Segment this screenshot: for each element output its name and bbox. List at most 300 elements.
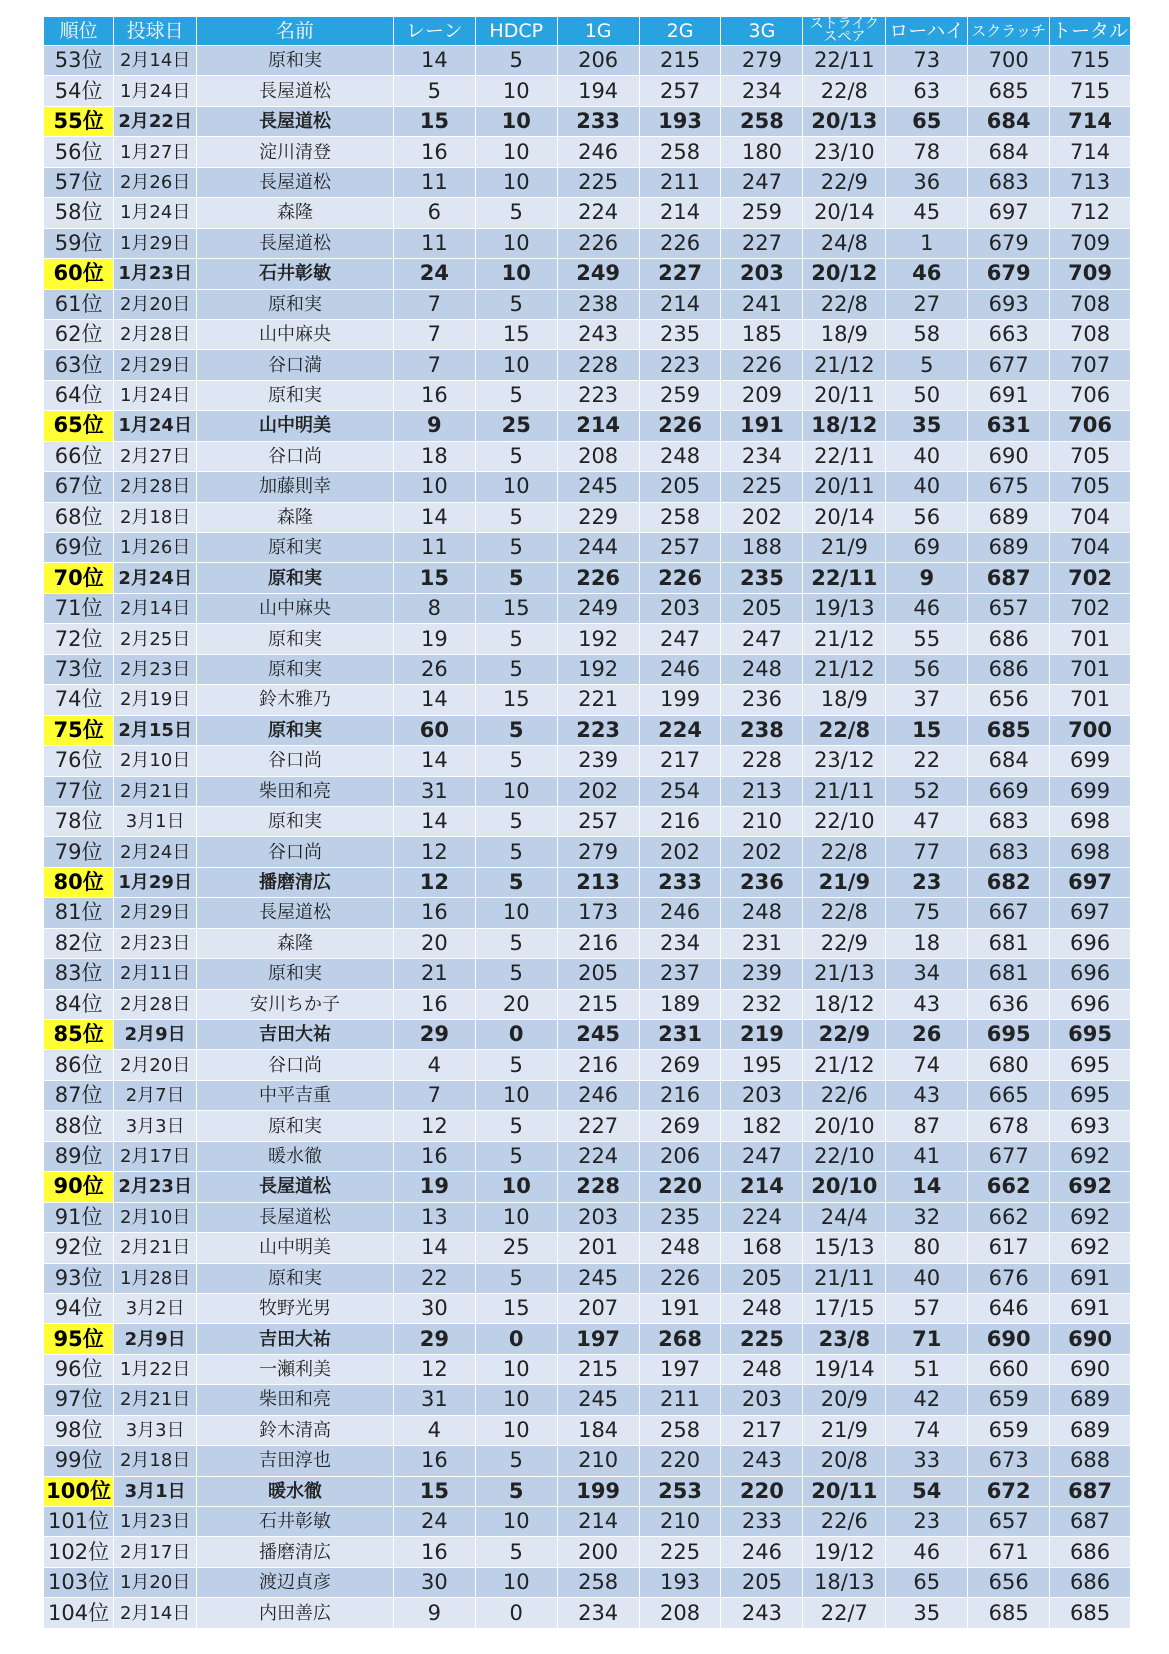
date-cell: 2月24日 — [114, 563, 197, 593]
rank-cell: 86位 — [44, 1050, 114, 1080]
scratch-cell: 693 — [968, 289, 1050, 319]
header-rank: 順位 — [44, 17, 114, 46]
game1-cell: 249 — [557, 259, 639, 289]
table-row — [44, 502, 1131, 532]
date-cell: 2月14日 — [114, 46, 197, 76]
rank-cell: 101位 — [44, 1507, 114, 1537]
lane-cell: 29 — [393, 1020, 475, 1050]
lane-cell: 26 — [393, 654, 475, 684]
game3-cell: 227 — [721, 228, 803, 258]
total-cell: 696 — [1050, 959, 1131, 989]
header-low-high: ローハイ — [886, 17, 968, 46]
low-high-cell: 15 — [886, 715, 968, 745]
date-cell: 3月1日 — [114, 806, 197, 836]
low-high-cell: 41 — [886, 1141, 968, 1171]
rank-cell: 75位 — [44, 715, 114, 745]
strike-spare-cell: 23/12 — [803, 746, 886, 776]
strike-spare-cell: 21/12 — [803, 1050, 886, 1080]
rank-cell: 95位 — [44, 1324, 114, 1354]
game2-cell: 197 — [639, 1354, 721, 1384]
strike-spare-cell: 20/9 — [803, 1385, 886, 1415]
lane-cell: 5 — [393, 76, 475, 106]
header-lane: レーン — [393, 17, 475, 46]
rank-cell: 103位 — [44, 1567, 114, 1597]
low-high-cell: 33 — [886, 1446, 968, 1476]
lane-cell: 7 — [393, 350, 475, 380]
low-high-cell: 65 — [886, 106, 968, 136]
game1-cell: 245 — [557, 1020, 639, 1050]
header-2g: 2G — [639, 17, 721, 46]
game1-cell: 201 — [557, 1233, 639, 1263]
game1-cell: 214 — [557, 1507, 639, 1537]
total-cell: 690 — [1050, 1354, 1131, 1384]
header-hdcp: HDCP — [475, 17, 557, 46]
game3-cell: 191 — [721, 411, 803, 441]
low-high-cell: 71 — [886, 1324, 968, 1354]
hdcp-cell: 15 — [475, 685, 557, 715]
game1-cell: 228 — [557, 1172, 639, 1202]
game2-cell: 193 — [639, 106, 721, 136]
strike-spare-cell: 20/10 — [803, 1111, 886, 1141]
rank-cell: 66位 — [44, 441, 114, 471]
game2-cell: 211 — [639, 167, 721, 197]
rank-cell: 80位 — [44, 867, 114, 897]
game1-cell: 233 — [557, 106, 639, 136]
low-high-cell: 80 — [886, 1233, 968, 1263]
low-high-cell: 26 — [886, 1020, 968, 1050]
table-row — [44, 137, 1131, 167]
game1-cell: 223 — [557, 380, 639, 410]
rank-cell: 90位 — [44, 1172, 114, 1202]
date-cell: 2月10日 — [114, 746, 197, 776]
date-cell: 2月21日 — [114, 776, 197, 806]
table-row — [44, 1233, 1131, 1263]
rank-cell: 56位 — [44, 137, 114, 167]
hdcp-cell: 10 — [475, 776, 557, 806]
strike-spare-cell: 22/7 — [803, 1598, 886, 1628]
strike-spare-cell: 22/9 — [803, 167, 886, 197]
total-cell: 695 — [1050, 1050, 1131, 1080]
total-cell: 707 — [1050, 350, 1131, 380]
low-high-cell: 23 — [886, 1507, 968, 1537]
low-high-cell: 35 — [886, 1598, 968, 1628]
game3-cell: 231 — [721, 928, 803, 958]
strike-spare-cell: 22/8 — [803, 76, 886, 106]
low-high-cell: 42 — [886, 1385, 968, 1415]
low-high-cell: 54 — [886, 1476, 968, 1506]
lane-cell: 24 — [393, 1507, 475, 1537]
scratch-cell: 677 — [968, 350, 1050, 380]
table-row — [44, 198, 1131, 228]
low-high-cell: 43 — [886, 989, 968, 1019]
name-cell: 長屋道松 — [197, 76, 394, 106]
low-high-cell: 78 — [886, 137, 968, 167]
table-row — [44, 350, 1131, 380]
hdcp-cell: 0 — [475, 1020, 557, 1050]
game1-cell: 192 — [557, 624, 639, 654]
game2-cell: 248 — [639, 441, 721, 471]
table-row — [44, 1141, 1131, 1171]
rank-cell: 89位 — [44, 1141, 114, 1171]
date-cell: 2月22日 — [114, 106, 197, 136]
game3-cell: 259 — [721, 198, 803, 228]
lane-cell: 19 — [393, 624, 475, 654]
game3-cell: 168 — [721, 1233, 803, 1263]
hdcp-cell: 0 — [475, 1324, 557, 1354]
hdcp-cell: 5 — [475, 198, 557, 228]
total-cell: 709 — [1050, 228, 1131, 258]
table-row — [44, 1354, 1131, 1384]
lane-cell: 4 — [393, 1050, 475, 1080]
date-cell: 2月9日 — [114, 1324, 197, 1354]
total-cell: 692 — [1050, 1172, 1131, 1202]
total-cell: 696 — [1050, 928, 1131, 958]
strike-spare-cell: 20/12 — [803, 259, 886, 289]
game2-cell: 205 — [639, 472, 721, 502]
low-high-cell: 46 — [886, 593, 968, 623]
hdcp-cell: 5 — [475, 867, 557, 897]
date-cell: 2月17日 — [114, 1141, 197, 1171]
game2-cell: 199 — [639, 685, 721, 715]
header-name: 名前 — [197, 17, 394, 46]
hdcp-cell: 5 — [475, 441, 557, 471]
lane-cell: 14 — [393, 502, 475, 532]
scratch-cell: 683 — [968, 167, 1050, 197]
date-cell: 1月24日 — [114, 380, 197, 410]
game1-cell: 223 — [557, 715, 639, 745]
total-cell: 697 — [1050, 867, 1131, 897]
game2-cell: 214 — [639, 198, 721, 228]
strike-spare-cell: 22/6 — [803, 1080, 886, 1110]
lane-cell: 14 — [393, 746, 475, 776]
name-cell: 原和実 — [197, 1263, 394, 1293]
table-row — [44, 1598, 1131, 1628]
game3-cell: 279 — [721, 46, 803, 76]
low-high-cell: 74 — [886, 1050, 968, 1080]
game1-cell: 226 — [557, 228, 639, 258]
date-cell: 1月23日 — [114, 259, 197, 289]
game2-cell: 246 — [639, 898, 721, 928]
low-high-cell: 34 — [886, 959, 968, 989]
strike-spare-cell: 20/13 — [803, 106, 886, 136]
game1-cell: 229 — [557, 502, 639, 532]
rank-cell: 65位 — [44, 411, 114, 441]
strike-spare-cell: 21/12 — [803, 624, 886, 654]
hdcp-cell: 10 — [475, 76, 557, 106]
name-cell: 吉田大祐 — [197, 1324, 394, 1354]
name-cell: 山中麻央 — [197, 319, 394, 349]
table-row — [44, 46, 1131, 76]
low-high-cell: 47 — [886, 806, 968, 836]
name-cell: 加藤則幸 — [197, 472, 394, 502]
rank-cell: 94位 — [44, 1293, 114, 1323]
low-high-cell: 36 — [886, 167, 968, 197]
scratch-cell: 677 — [968, 1141, 1050, 1171]
game2-cell: 226 — [639, 563, 721, 593]
name-cell: 原和実 — [197, 46, 394, 76]
scratch-cell: 675 — [968, 472, 1050, 502]
table-row — [44, 228, 1131, 258]
scratch-cell: 685 — [968, 715, 1050, 745]
date-cell: 1月26日 — [114, 533, 197, 563]
low-high-cell: 58 — [886, 319, 968, 349]
table-row — [44, 867, 1131, 897]
hdcp-cell: 15 — [475, 319, 557, 349]
table-row — [44, 898, 1131, 928]
game1-cell: 243 — [557, 319, 639, 349]
game3-cell: 247 — [721, 624, 803, 654]
lane-cell: 13 — [393, 1202, 475, 1232]
rank-cell: 77位 — [44, 776, 114, 806]
strike-spare-cell: 22/11 — [803, 441, 886, 471]
rank-cell: 62位 — [44, 319, 114, 349]
scratch-cell: 671 — [968, 1537, 1050, 1567]
game2-cell: 258 — [639, 502, 721, 532]
name-cell: 一瀬利美 — [197, 1354, 394, 1384]
game2-cell: 258 — [639, 137, 721, 167]
game3-cell: 238 — [721, 715, 803, 745]
strike-spare-cell: 18/13 — [803, 1567, 886, 1597]
lane-cell: 11 — [393, 228, 475, 258]
scratch-cell: 686 — [968, 654, 1050, 684]
hdcp-cell: 10 — [475, 1385, 557, 1415]
date-cell: 2月14日 — [114, 1598, 197, 1628]
rank-cell: 61位 — [44, 289, 114, 319]
lane-cell: 9 — [393, 411, 475, 441]
name-cell: 谷口尚 — [197, 441, 394, 471]
date-cell: 3月1日 — [114, 1476, 197, 1506]
date-cell: 2月28日 — [114, 989, 197, 1019]
scratch-cell: 672 — [968, 1476, 1050, 1506]
name-cell: 柴田和亮 — [197, 776, 394, 806]
date-cell: 1月24日 — [114, 198, 197, 228]
game3-cell: 226 — [721, 350, 803, 380]
game1-cell: 184 — [557, 1415, 639, 1445]
game3-cell: 219 — [721, 1020, 803, 1050]
game1-cell: 205 — [557, 959, 639, 989]
hdcp-cell: 10 — [475, 1080, 557, 1110]
table-row — [44, 1567, 1131, 1597]
game1-cell: 257 — [557, 806, 639, 836]
total-cell: 696 — [1050, 989, 1131, 1019]
scratch-cell: 676 — [968, 1263, 1050, 1293]
rank-cell: 98位 — [44, 1415, 114, 1445]
game1-cell: 279 — [557, 837, 639, 867]
game1-cell: 228 — [557, 350, 639, 380]
strike-spare-cell: 20/10 — [803, 1172, 886, 1202]
name-cell: 森隆 — [197, 198, 394, 228]
rank-cell: 58位 — [44, 198, 114, 228]
total-cell: 685 — [1050, 1598, 1131, 1628]
total-cell: 689 — [1050, 1385, 1131, 1415]
lane-cell: 12 — [393, 867, 475, 897]
game3-cell: 225 — [721, 1324, 803, 1354]
hdcp-cell: 10 — [475, 1415, 557, 1445]
name-cell: 長屋道松 — [197, 167, 394, 197]
scratch-cell: 673 — [968, 1446, 1050, 1476]
lane-cell: 10 — [393, 472, 475, 502]
game2-cell: 208 — [639, 1598, 721, 1628]
game3-cell: 209 — [721, 380, 803, 410]
date-cell: 1月29日 — [114, 867, 197, 897]
total-cell: 691 — [1050, 1263, 1131, 1293]
game3-cell: 248 — [721, 654, 803, 684]
name-cell: 吉田大祐 — [197, 1020, 394, 1050]
total-cell: 701 — [1050, 624, 1131, 654]
strike-spare-cell: 19/14 — [803, 1354, 886, 1384]
rank-cell: 76位 — [44, 746, 114, 776]
game3-cell: 213 — [721, 776, 803, 806]
lane-cell: 16 — [393, 1446, 475, 1476]
hdcp-cell: 15 — [475, 1293, 557, 1323]
hdcp-cell: 5 — [475, 1446, 557, 1476]
strike-spare-cell: 18/9 — [803, 319, 886, 349]
game1-cell: 194 — [557, 76, 639, 106]
lane-cell: 6 — [393, 198, 475, 228]
date-cell: 2月21日 — [114, 1233, 197, 1263]
hdcp-cell: 10 — [475, 472, 557, 502]
hdcp-cell: 5 — [475, 654, 557, 684]
strike-spare-cell: 19/13 — [803, 593, 886, 623]
game1-cell: 258 — [557, 1567, 639, 1597]
scratch-cell: 662 — [968, 1172, 1050, 1202]
low-high-cell: 73 — [886, 46, 968, 76]
table-row — [44, 472, 1131, 502]
header-strike-spare: ストライク スペア — [803, 17, 886, 46]
name-cell: 淀川清登 — [197, 137, 394, 167]
game3-cell: 205 — [721, 1567, 803, 1597]
game2-cell: 191 — [639, 1293, 721, 1323]
table-row — [44, 380, 1131, 410]
total-cell: 708 — [1050, 289, 1131, 319]
total-cell: 714 — [1050, 106, 1131, 136]
table-header — [44, 17, 1131, 46]
hdcp-cell: 10 — [475, 259, 557, 289]
game1-cell: 216 — [557, 928, 639, 958]
game1-cell: 239 — [557, 746, 639, 776]
date-cell: 2月23日 — [114, 1172, 197, 1202]
game2-cell: 258 — [639, 1415, 721, 1445]
date-cell: 1月23日 — [114, 1507, 197, 1537]
table-row — [44, 1050, 1131, 1080]
table-row — [44, 959, 1131, 989]
scratch-cell: 683 — [968, 837, 1050, 867]
hdcp-cell: 5 — [475, 959, 557, 989]
total-cell: 695 — [1050, 1020, 1131, 1050]
game1-cell: 216 — [557, 1050, 639, 1080]
table-row — [44, 1020, 1131, 1050]
name-cell: 谷口尚 — [197, 1050, 394, 1080]
hdcp-cell: 5 — [475, 46, 557, 76]
rank-cell: 91位 — [44, 1202, 114, 1232]
lane-cell: 16 — [393, 989, 475, 1019]
low-high-cell: 9 — [886, 563, 968, 593]
scratch-cell: 680 — [968, 1050, 1050, 1080]
scratch-cell: 646 — [968, 1293, 1050, 1323]
strike-spare-cell: 24/8 — [803, 228, 886, 258]
scratch-cell: 665 — [968, 1080, 1050, 1110]
table-row — [44, 593, 1131, 623]
game2-cell: 220 — [639, 1172, 721, 1202]
lane-cell: 29 — [393, 1324, 475, 1354]
lane-cell: 14 — [393, 685, 475, 715]
table-row — [44, 1324, 1131, 1354]
header-total: トータル — [1050, 17, 1131, 46]
total-cell: 690 — [1050, 1324, 1131, 1354]
rank-cell: 85位 — [44, 1020, 114, 1050]
scratch-cell: 683 — [968, 806, 1050, 836]
total-cell: 688 — [1050, 1446, 1131, 1476]
rank-cell: 67位 — [44, 472, 114, 502]
hdcp-cell: 10 — [475, 1172, 557, 1202]
strike-spare-cell: 20/11 — [803, 472, 886, 502]
hdcp-cell: 0 — [475, 1598, 557, 1628]
table-row — [44, 1263, 1131, 1293]
game2-cell: 210 — [639, 1507, 721, 1537]
date-cell: 1月24日 — [114, 411, 197, 441]
table-row — [44, 1537, 1131, 1567]
low-high-cell: 52 — [886, 776, 968, 806]
rank-cell: 79位 — [44, 837, 114, 867]
game3-cell: 243 — [721, 1446, 803, 1476]
total-cell: 713 — [1050, 167, 1131, 197]
hdcp-cell: 5 — [475, 624, 557, 654]
table-row — [44, 76, 1131, 106]
game2-cell: 226 — [639, 228, 721, 258]
total-cell: 702 — [1050, 563, 1131, 593]
game2-cell: 227 — [639, 259, 721, 289]
low-high-cell: 69 — [886, 533, 968, 563]
scratch-cell: 662 — [968, 1202, 1050, 1232]
rank-cell: 54位 — [44, 76, 114, 106]
date-cell: 2月28日 — [114, 472, 197, 502]
date-cell: 2月29日 — [114, 350, 197, 380]
total-cell: 700 — [1050, 715, 1131, 745]
scratch-cell: 685 — [968, 76, 1050, 106]
lane-cell: 15 — [393, 106, 475, 136]
rank-cell: 78位 — [44, 806, 114, 836]
game3-cell: 234 — [721, 441, 803, 471]
scratch-cell: 686 — [968, 624, 1050, 654]
total-cell: 708 — [1050, 319, 1131, 349]
low-high-cell: 22 — [886, 746, 968, 776]
rank-cell: 59位 — [44, 228, 114, 258]
low-high-cell: 75 — [886, 898, 968, 928]
game3-cell: 195 — [721, 1050, 803, 1080]
name-cell: 石井彰敏 — [197, 1507, 394, 1537]
strike-spare-cell: 23/8 — [803, 1324, 886, 1354]
low-high-cell: 35 — [886, 411, 968, 441]
table-row — [44, 106, 1131, 136]
lane-cell: 30 — [393, 1567, 475, 1597]
rank-cell: 92位 — [44, 1233, 114, 1263]
total-cell: 709 — [1050, 259, 1131, 289]
game1-cell: 245 — [557, 1263, 639, 1293]
name-cell: 長屋道松 — [197, 1172, 394, 1202]
rank-cell: 73位 — [44, 654, 114, 684]
rank-cell: 87位 — [44, 1080, 114, 1110]
date-cell: 2月28日 — [114, 319, 197, 349]
total-cell: 686 — [1050, 1537, 1131, 1567]
game3-cell: 232 — [721, 989, 803, 1019]
lane-cell: 12 — [393, 1354, 475, 1384]
table-row — [44, 1172, 1131, 1202]
rank-cell: 60位 — [44, 259, 114, 289]
header-3g: 3G — [721, 17, 803, 46]
low-high-cell: 37 — [886, 685, 968, 715]
name-cell: 安川ちか子 — [197, 989, 394, 1019]
game1-cell: 221 — [557, 685, 639, 715]
